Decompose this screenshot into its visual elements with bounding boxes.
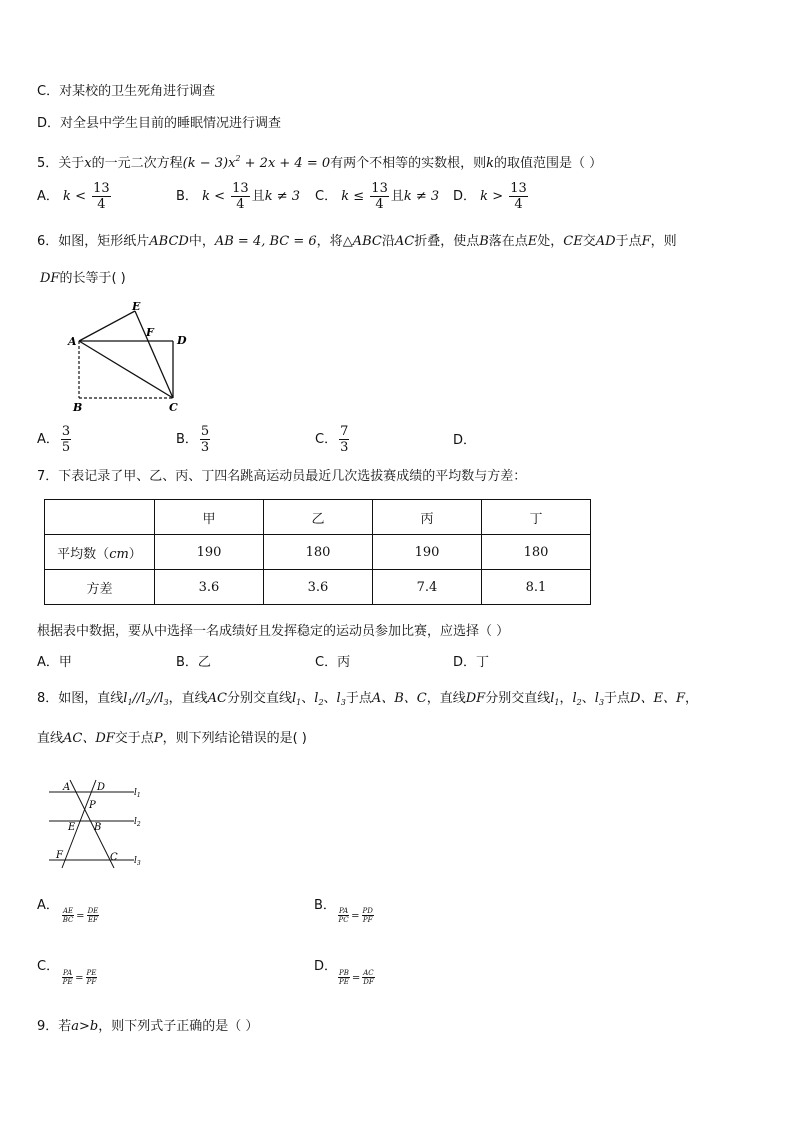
q5-option-d: [453, 181, 530, 212]
q9-stem: [37, 1018, 258, 1036]
numerator: 13: [93, 181, 110, 196]
q6-seg-ce: CE: [563, 234, 583, 249]
q6-stem-line1: [37, 233, 677, 251]
denominator: 4: [236, 197, 245, 212]
q8-text: ，直线: [426, 691, 466, 706]
equals: =: [351, 973, 361, 984]
option-label: D．: [453, 189, 477, 204]
q8-lines: [292, 691, 301, 706]
q6-option-d: [453, 432, 476, 450]
option-label: A．: [37, 432, 59, 447]
q4-option-c: C．对某校的卫生死角进行调查: [37, 84, 216, 99]
q4-option-d: D．对全县中学生目前的睡眠情况进行调查: [37, 116, 282, 131]
q6-figure: [60, 298, 200, 418]
var-l: l: [550, 691, 555, 706]
q8-option-c: [60, 969, 99, 988]
denominator: BC: [62, 916, 74, 924]
label-e: E: [68, 822, 76, 833]
q5-stem: [37, 150, 602, 173]
table-header-row: [45, 500, 591, 535]
fraction: [362, 969, 374, 986]
op-lt: <: [75, 189, 86, 204]
q8-parallel: [123, 691, 168, 706]
q8-option-d: [336, 969, 377, 988]
q8-text: 于点: [345, 691, 372, 706]
q8-option-a: [60, 907, 101, 926]
q6-option-a: [37, 424, 73, 455]
row-label-variance: 方差: [45, 570, 155, 605]
seg-ae: [79, 311, 135, 341]
option-label: B．: [176, 189, 198, 204]
row-label-mean: [45, 535, 155, 570]
q5-var-x: x: [84, 156, 92, 171]
op-gt: >: [492, 189, 504, 204]
q8-figure: [44, 776, 154, 874]
numerator: PD: [362, 907, 373, 915]
var-l: l: [594, 691, 599, 706]
denominator: PE: [339, 978, 349, 986]
fraction: [86, 969, 98, 986]
q8-option-a-label: A．: [37, 898, 59, 913]
q5-option-a: [37, 181, 113, 212]
fraction: [338, 907, 349, 924]
q6-text: ，则: [650, 234, 677, 249]
q6-rect: ABCD: [149, 234, 189, 249]
denominator: EF: [87, 916, 98, 924]
denominator: PF: [86, 978, 97, 986]
label-d: D: [97, 782, 106, 793]
q8-text: 、: [323, 691, 337, 706]
numerator: 3: [61, 424, 71, 439]
q5-equation: [183, 156, 331, 171]
q9-condition: a>b: [71, 1019, 99, 1034]
table-row: [45, 535, 591, 570]
conj-and: 且: [251, 189, 265, 204]
q6-seg-df: DF: [40, 271, 60, 286]
q6-seg-ac: AC: [394, 234, 415, 249]
label-l3: $l_3$: [134, 856, 141, 867]
table-cell: 8.1: [482, 570, 591, 605]
q8-lines: [314, 691, 323, 706]
q6-point-f: F: [641, 234, 651, 249]
q8-text: 交于点: [114, 731, 154, 746]
numerator: AE: [63, 907, 74, 915]
label-b: B: [94, 822, 102, 833]
parallel-sign: //: [150, 691, 160, 706]
q6-triangle: △ABC: [342, 234, 382, 249]
q8-stem-line2: [37, 730, 307, 748]
unit-cm: cm: [109, 546, 129, 562]
fraction: [338, 969, 350, 986]
fraction: [62, 969, 73, 986]
conj-and: 且: [390, 189, 404, 204]
q8-text: 分别交直线: [226, 691, 292, 706]
label-c: C: [169, 401, 178, 414]
q8-text: 于点: [604, 691, 631, 706]
fraction: [362, 907, 374, 924]
fraction: [87, 907, 100, 924]
label-f: F: [146, 326, 154, 339]
label-a: A: [68, 335, 77, 348]
label-l1: $l_1$: [134, 788, 141, 799]
option-label: C．: [315, 189, 338, 204]
q6-given: AB = 4, BC = 6: [214, 234, 317, 249]
denominator: PC: [338, 916, 349, 924]
equals: =: [76, 911, 85, 922]
denominator: 3: [340, 440, 349, 455]
subscript: 3: [163, 698, 169, 707]
q5-text: 有两个不相等的实数根，则: [330, 156, 487, 171]
q7-option-b: B．乙: [176, 655, 211, 670]
fraction: [62, 907, 74, 924]
var-k: k: [480, 189, 489, 204]
q8-lines: [595, 691, 604, 706]
subscript: 1: [127, 698, 133, 707]
q8-text: 8．如图，直线: [37, 691, 124, 706]
label-a: A: [63, 782, 71, 793]
fraction: [509, 181, 528, 212]
label-d: D: [177, 334, 187, 347]
q6-option-c: [315, 424, 351, 455]
option-label: C．: [315, 432, 338, 447]
var-l: l: [572, 691, 577, 706]
q7-stem: 7．下表记录了甲、乙、丙、丁四名跳高运动员最近几次选拔赛成绩的平均数与方差：: [37, 469, 527, 484]
q5-option-b: [176, 181, 300, 212]
q5-eq-part: (k − 3)x: [182, 156, 236, 171]
q8-stem-line1: [37, 690, 698, 712]
q8-text: 、: [301, 691, 315, 706]
q7-option-a: A．甲: [37, 655, 72, 670]
q5-option-c: [315, 181, 439, 212]
q7-option-d: D．丁: [453, 655, 490, 670]
var-l: l: [336, 691, 341, 706]
q6-point-b: B: [479, 234, 489, 249]
table-cell: 180: [264, 535, 373, 570]
q6-text: 中，: [188, 234, 215, 249]
denominator: PF: [362, 916, 373, 924]
op-le: ≤: [353, 189, 365, 204]
denominator: 4: [375, 197, 384, 212]
row-label-text: ）: [128, 546, 142, 562]
numerator: 13: [510, 181, 527, 196]
op-lt: <: [214, 189, 225, 204]
q6-stem-line2: [40, 270, 126, 288]
q8-text: ，则下列结论错误的是( ): [162, 731, 307, 746]
label-l2: $l_2$: [134, 817, 141, 828]
numerator: DE: [87, 907, 99, 915]
q5-text: 的取值范围是（ ）: [494, 156, 603, 171]
seg-ac: [79, 341, 173, 398]
numerator: PA: [63, 969, 73, 977]
q8-option-d-label: D．: [314, 959, 338, 974]
q9-text: ，则下列式子正确的是（ ）: [98, 1019, 259, 1034]
label-c: C: [110, 852, 118, 863]
q6-point-e: E: [527, 234, 538, 249]
label-e: E: [132, 300, 141, 313]
label-p: P: [89, 800, 96, 811]
numerator: 13: [232, 181, 249, 196]
q7-question: 根据表中数据，要从中选择一名成绩好且发挥稳定的运动员参加比赛，应选择（ ）: [37, 624, 510, 639]
table-header-cell: 丁: [482, 500, 591, 535]
denominator: 4: [514, 197, 523, 212]
var-p: P: [153, 731, 163, 746]
q8-option-b-label: B．: [314, 898, 336, 913]
numerator: 7: [340, 424, 349, 439]
q6-text: 折叠，使点: [414, 234, 480, 249]
var-k: k: [341, 189, 350, 204]
table-cell: 190: [155, 535, 264, 570]
var-abc: A、B、C: [371, 691, 427, 706]
q6-option-b: [176, 424, 212, 455]
q8-text: ，: [684, 691, 698, 706]
q5-eq-part: + 2x + 4 = 0: [240, 156, 331, 171]
var-l: l: [141, 691, 146, 706]
denominator: PE: [62, 978, 73, 986]
fraction: [92, 181, 111, 212]
var-k: k: [63, 189, 71, 204]
q6-text: 落在点: [488, 234, 528, 249]
table-cell: 180: [482, 535, 591, 570]
var-l: l: [314, 691, 319, 706]
denominator: 5: [61, 440, 71, 455]
q8-option-b: [336, 907, 376, 926]
equals: =: [75, 973, 84, 984]
k-neq-3: k ≠ 3: [403, 189, 440, 204]
var-l: l: [291, 691, 297, 706]
var-ac: AC: [207, 691, 227, 706]
fraction: [200, 424, 210, 455]
score-table: [44, 499, 591, 605]
q5-exponent: 2: [235, 154, 241, 163]
denominator: DF: [363, 978, 374, 986]
q5-var-k: k: [486, 156, 495, 171]
label-b: B: [73, 401, 83, 414]
q8-option-c-label: C．: [37, 959, 60, 974]
subscript: 2: [318, 698, 324, 707]
subscript: 2: [576, 698, 582, 707]
subscript: 2: [145, 698, 151, 707]
fraction: [61, 424, 71, 455]
table-header-cell: 甲: [155, 500, 264, 535]
q6-text: 于点: [615, 234, 642, 249]
q8-text: ，: [559, 691, 573, 706]
numerator: 5: [200, 424, 210, 439]
numerator: AC: [363, 969, 374, 977]
fraction: [231, 181, 250, 212]
option-label: A．: [37, 189, 59, 204]
line-ac: [70, 780, 114, 868]
q6-text: 处，: [537, 234, 564, 249]
subscript: 3: [340, 698, 346, 707]
var-k: k: [202, 189, 210, 204]
var-l: l: [123, 691, 128, 706]
q8-text: ，直线: [168, 691, 208, 706]
var-ac-df: AC、DF: [63, 731, 115, 746]
k-neq-3: k ≠ 3: [264, 189, 301, 204]
table-cell: 3.6: [264, 570, 373, 605]
table-cell: 3.6: [155, 570, 264, 605]
numerator: PA: [339, 907, 349, 915]
q6-seg-ad: AD: [595, 234, 616, 249]
option-label: D．: [453, 433, 477, 448]
table-cell: 7.4: [373, 570, 482, 605]
q5-text: 5．关于: [37, 156, 85, 171]
numerator: PB: [339, 969, 349, 977]
seg-ec: [135, 311, 173, 398]
subscript: 1: [296, 698, 302, 707]
table-cell: 190: [373, 535, 482, 570]
table-header-cell: 丙: [373, 500, 482, 535]
q6-text: 6．如图，矩形纸片: [37, 234, 150, 249]
table-header-cell: 乙: [264, 500, 373, 535]
table-row: [45, 570, 591, 605]
label-f: F: [56, 850, 63, 861]
var-df: DF: [465, 691, 486, 706]
var-def: D、E、F: [630, 691, 685, 706]
subscript: 1: [554, 698, 560, 707]
numerator: PE: [86, 969, 97, 977]
fraction: [339, 424, 349, 455]
q8-text: 直线: [37, 731, 64, 746]
var-l: l: [159, 691, 164, 706]
q8-text: 分别交直线: [485, 691, 551, 706]
q8-lines: [572, 691, 581, 706]
q6-text: 的长等于( ): [59, 271, 126, 286]
table-header-cell: [45, 500, 155, 535]
equals: =: [351, 911, 360, 922]
q6-text: 交: [582, 234, 596, 249]
q7-option-c: C．丙: [315, 655, 351, 670]
subscript: 3: [598, 698, 605, 707]
fraction: [370, 181, 389, 212]
q5-text: 的一元二次方程: [91, 156, 183, 171]
row-label-text: 平均数（: [57, 546, 110, 562]
q9-text: 9．若: [37, 1019, 72, 1034]
option-label: B．: [176, 432, 198, 447]
parallel-sign: //: [132, 691, 142, 706]
q8-lines: [337, 691, 346, 706]
denominator: 4: [97, 197, 106, 212]
q6-text: 沿: [381, 234, 395, 249]
denominator: 3: [200, 440, 210, 455]
q8-text: 、: [581, 691, 595, 706]
q6-text: ，将: [316, 234, 343, 249]
numerator: 13: [371, 181, 388, 196]
